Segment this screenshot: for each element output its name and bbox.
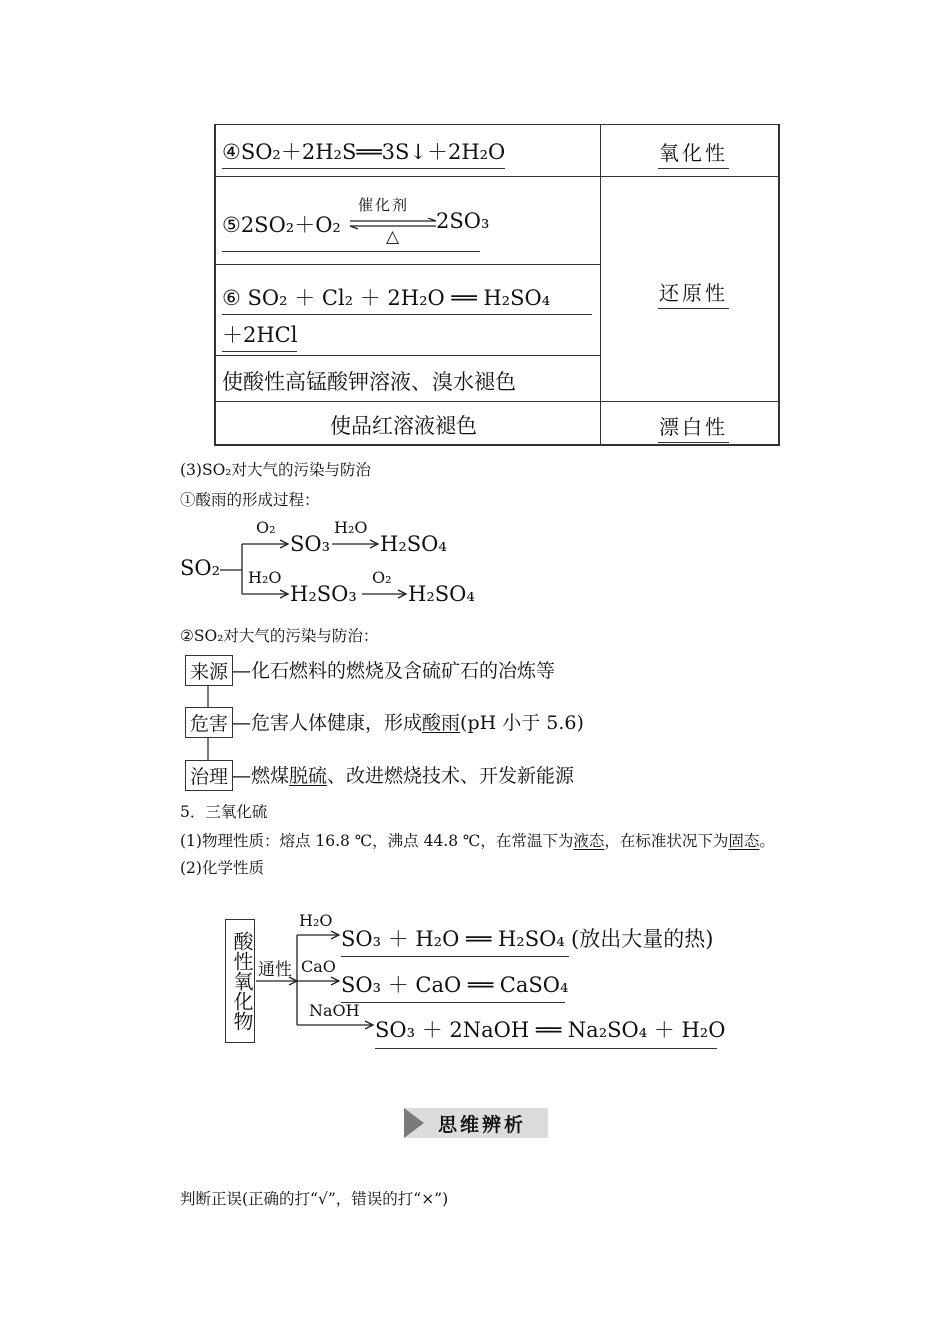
reaction-6-line-2: ＋2HCl (222, 319, 297, 352)
table-column-divider (600, 125, 601, 445)
table-row-divider (216, 355, 600, 356)
desulfurization-answer: 脱硫 (289, 765, 328, 787)
source-text: —化石燃料的燃烧及含硫矿石的冶炼等 (232, 660, 556, 682)
reaction-4-equation: ④SO₂＋2H₂S══3S↓＋2H₂O (222, 136, 505, 169)
treatment-text (232, 761, 574, 788)
banner-arrow-icon (404, 1108, 424, 1138)
liquid-state-answer: 液态 (573, 832, 605, 850)
reaction-5-equation (222, 191, 490, 252)
acid-rain-heading: ①酸雨的形成过程： (180, 491, 320, 509)
section-5-heading: 5．三氧化硫 (180, 803, 268, 821)
h2so3-intermediate: H₂SO₃ (290, 582, 357, 606)
judge-instruction: 判断正误(正确的打“√”，错误的打“×”) (180, 1190, 449, 1208)
catalyst-condition: 催化剂 (358, 196, 410, 214)
so3-reaction-diagram (225, 905, 745, 1051)
harm-box: 危害 (185, 707, 233, 738)
o2-reagent-lower: O₂ (372, 568, 392, 587)
oxidizing-property-label: 氧化性 (658, 137, 729, 169)
treatment-text-pre: —燃煤 (232, 765, 290, 787)
table-row-divider (216, 176, 778, 177)
pollution-heading: ②SO₂对大气的污染与防治： (180, 627, 379, 645)
so3-water-equation: SO₃ ＋ H₂O ══ H₂SO₄ (341, 923, 569, 957)
decolorize-kmno4-bromine-text: 使酸性高锰酸钾溶液、溴水褪色 (222, 370, 516, 394)
reaction-5-reactants: ⑤2SO₂＋O₂ (222, 213, 341, 237)
table-row-divider (216, 264, 600, 265)
h2so4-product-lower: H₂SO₄ (408, 582, 475, 606)
table-row-divider (216, 401, 778, 402)
naoh-reagent: NaOH (309, 1001, 360, 1020)
reaction-6-line-1 (222, 282, 594, 317)
solid-state-answer: 固态 (728, 832, 760, 850)
section-3-heading: (3)SO₂对大气的污染与防治 (180, 461, 371, 479)
so3-cao-equation: SO₃ ＋ CaO ══ CaSO₄ (341, 969, 565, 1003)
thinking-analysis-banner (404, 1108, 548, 1138)
source-box: 来源 (185, 655, 233, 686)
so3-naoh-equation: SO₃ ＋ 2NaOH ══ Na₂SO₄ ＋ H₂O (375, 1014, 717, 1049)
treatment-text-post: 、改进燃烧技术、开发新能源 (327, 765, 575, 787)
cao-reagent: CaO (301, 957, 336, 976)
so3-intermediate: SO₃ (290, 532, 331, 556)
reaction-6-line-1-text: ⑥ SO₂ ＋ Cl₂ ＋ 2H₂O ══ H₂SO₄ (222, 282, 592, 315)
bleaching-property-label: 漂白性 (658, 411, 729, 443)
treatment-box: 治理 (185, 760, 233, 791)
h2so4-product-upper: H₂SO₄ (380, 532, 447, 556)
h2o-reagent-upper: H₂O (334, 518, 368, 537)
h2o-reagent-lower: H₂O (248, 568, 282, 587)
acid-rain-formation-diagram (180, 516, 500, 608)
heat-condition: △ (386, 227, 400, 247)
physical-properties-pre: (1)物理性质：熔点 16.8 ℃，沸点 44.8 ℃，在常温下为 (180, 832, 574, 850)
decolorize-magenta-text: 使品红溶液褪色 (330, 414, 477, 438)
chemical-properties-heading: (2)化学性质 (180, 859, 264, 877)
physical-properties (180, 829, 775, 851)
harm-text (232, 708, 584, 735)
common-property-label: 通性 (258, 960, 292, 980)
banner-title: 思维辨析 (438, 1114, 527, 1136)
o2-reagent-upper: O₂ (256, 518, 276, 537)
reducing-property-label: 还原性 (658, 277, 729, 309)
physical-properties-mid: ，在标准状况下为 (604, 832, 729, 850)
heat-release-note: (放出大量的热) (571, 927, 714, 951)
so2-start: SO₂ (180, 556, 221, 580)
harm-text-pre: —危害人体健康，形成 (232, 712, 423, 734)
reaction-5-product: 2SO₃ (436, 209, 490, 233)
acidic-oxide-box: 酸性氧化物 (225, 919, 255, 1043)
physical-properties-end: 。 (759, 832, 775, 850)
harm-text-post: (pH 小于 5.6) (460, 712, 584, 734)
h2o-reagent: H₂O (299, 911, 333, 930)
acid-rain-answer: 酸雨 (422, 712, 461, 734)
sulfur-dioxide-properties-table (214, 124, 780, 446)
